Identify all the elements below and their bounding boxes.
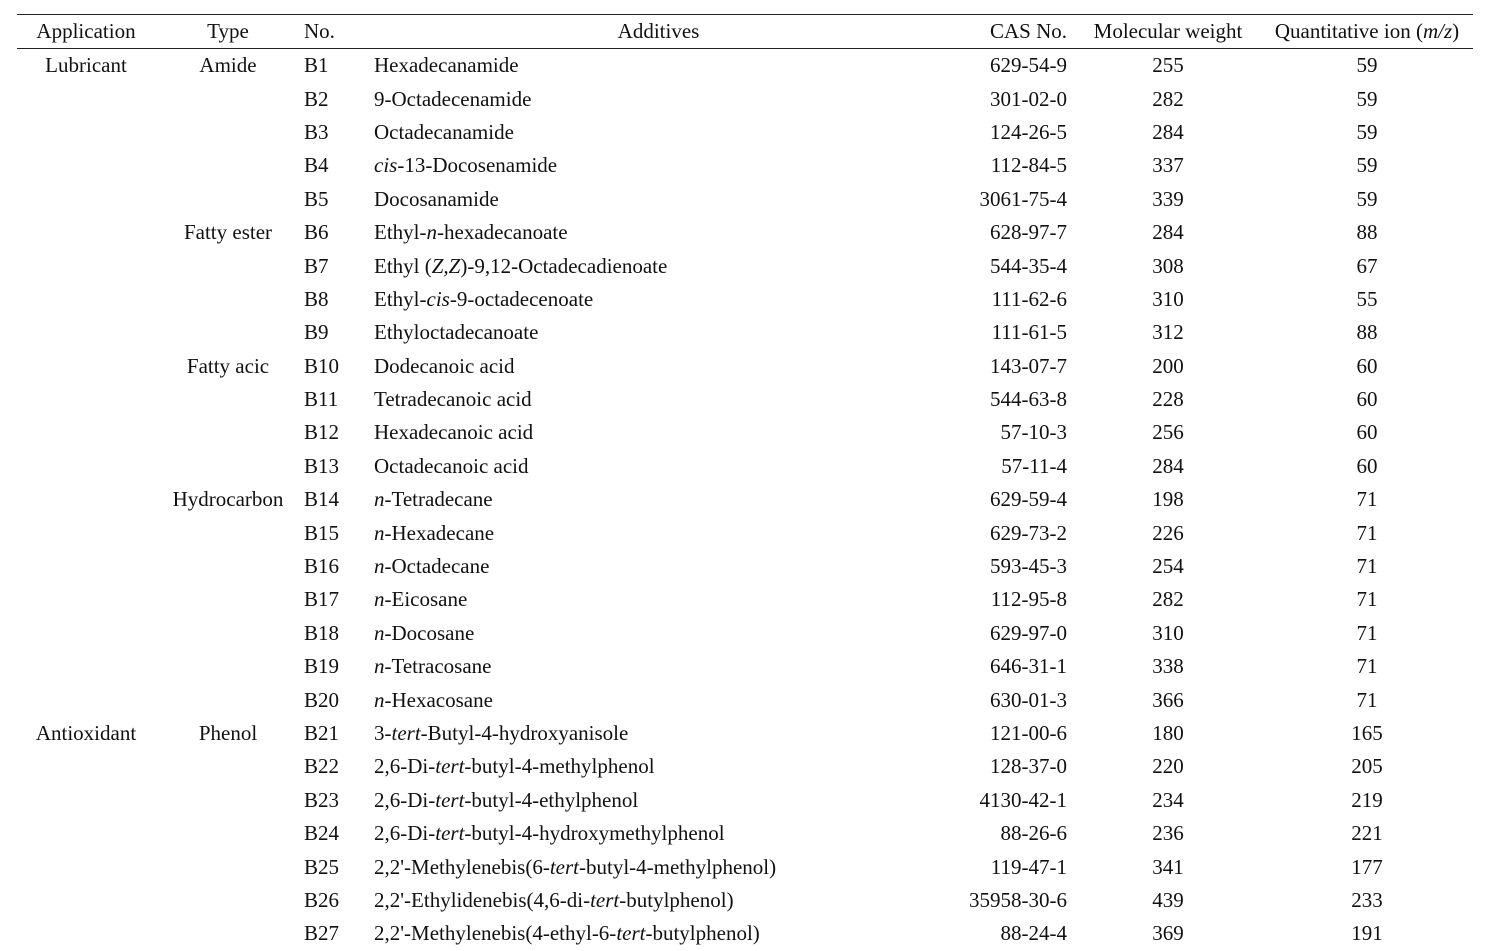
table-row: [17, 49, 1473, 83]
cell-no: B22: [304, 754, 340, 779]
table-row: [17, 383, 1473, 416]
additive-text-part: -Butyl-4-hydroxyanisole: [420, 721, 629, 745]
cell-type: [155, 850, 301, 883]
cell-cas-no: 143-07-7: [990, 353, 1067, 378]
table-row: [17, 717, 1473, 750]
cell-type: [155, 249, 301, 282]
cell-molecular-weight: 236: [1152, 821, 1184, 846]
additive-text-part: Ethyl (: [374, 253, 432, 278]
cell-quantitative-ion: 60: [1356, 453, 1378, 478]
cell-quantitative-ion: 71: [1356, 520, 1378, 545]
cell-additive: [371, 817, 943, 850]
cell-no: B15: [304, 520, 340, 545]
cell-additive: [371, 550, 943, 583]
additive-italic-part: n: [374, 520, 385, 545]
cell-quantitative-ion: 60: [1356, 353, 1378, 378]
additive-text-part: 2,6-Di-: [374, 821, 436, 846]
cell-cas-no: 57-10-3: [1000, 420, 1067, 445]
cell-type: [155, 650, 301, 683]
cell-type: [155, 583, 301, 616]
header-quantitative-ion-prefix: Quantitative ion (: [1274, 19, 1423, 43]
cell-no: B6: [304, 220, 329, 245]
cell-application: [17, 650, 155, 683]
cell-additive: [371, 149, 943, 182]
cell-application: [17, 283, 155, 316]
cell-cas-no: 4130-42-1: [979, 787, 1067, 812]
additive-text-part: -butylphenol): [645, 921, 760, 946]
additive-text-part: Hexadecanamide: [374, 53, 519, 78]
cell-no: B24: [304, 821, 340, 846]
cell-type: [155, 884, 301, 917]
table-row: [17, 316, 1473, 349]
cell-molecular-weight: 256: [1152, 420, 1184, 445]
header-cas-no: CAS No.: [989, 19, 1067, 43]
table-row: [17, 350, 1473, 383]
cell-type: [155, 917, 301, 950]
cell-additive: [371, 316, 943, 349]
cell-cas-no: 629-97-0: [990, 620, 1067, 645]
additive-text-part: -butyl-4-ethylphenol: [464, 787, 639, 812]
cell-molecular-weight: 226: [1152, 520, 1184, 545]
cell-type: [155, 450, 301, 483]
cell-additive: [371, 249, 943, 282]
additive-italic-part: n: [374, 654, 385, 679]
cell-application: [17, 683, 155, 716]
cell-quantitative-ion: 165: [1351, 721, 1383, 745]
cell-molecular-weight: 282: [1152, 587, 1184, 612]
cell-no: B11: [304, 387, 339, 412]
table-row: [17, 583, 1473, 616]
additive-italic-part: Z,Z: [431, 253, 461, 278]
cell-additive: [371, 784, 943, 817]
cell-application: [17, 183, 155, 216]
cell-no: B18: [304, 620, 340, 645]
cell-cas-no: 628-97-7: [990, 220, 1067, 245]
additive-italic-part: n: [374, 554, 385, 579]
additive-text-part: -9-octadecenoate: [449, 286, 594, 311]
cell-type: [155, 784, 301, 817]
additive-text-part: -Docosane: [384, 620, 475, 645]
cell-additive: [371, 850, 943, 883]
cell-type: Phenol: [198, 721, 258, 745]
cell-application: [17, 149, 155, 182]
additive-text-part: -Tetradecane: [384, 487, 493, 512]
cell-cas-no: 124-26-5: [990, 119, 1067, 144]
cell-no: B2: [304, 86, 329, 111]
cell-cas-no: 629-73-2: [990, 520, 1067, 545]
cell-application: [17, 884, 155, 917]
cell-cas-no: 544-63-8: [990, 387, 1067, 412]
cell-type: Fatty acic: [186, 353, 270, 378]
cell-quantitative-ion: 219: [1351, 787, 1383, 812]
cell-cas-no: 88-26-6: [1000, 821, 1067, 846]
cell-no: B21: [304, 721, 340, 745]
additive-text-part: Dodecanoic acid: [374, 353, 515, 378]
additive-text-part: 2,2'-Methylenebis(6-: [374, 854, 550, 879]
cell-no: B14: [304, 487, 340, 512]
additive-italic-part: tert: [435, 787, 465, 812]
cell-cas-no: 128-37-0: [990, 754, 1067, 779]
cell-molecular-weight: 369: [1152, 921, 1184, 946]
table-row: [17, 483, 1473, 516]
cell-cas-no: 112-84-5: [990, 153, 1067, 178]
additive-italic-part: n: [426, 220, 437, 245]
cell-additive: [371, 483, 943, 516]
cell-molecular-weight: 228: [1152, 387, 1184, 412]
cell-molecular-weight: 337: [1152, 153, 1184, 178]
cell-no: B17: [304, 587, 340, 612]
cell-quantitative-ion: 59: [1356, 53, 1378, 78]
cell-quantitative-ion: 59: [1356, 119, 1378, 144]
additive-italic-part: tert: [391, 721, 421, 745]
additive-text-part: Tetradecanoic acid: [374, 387, 532, 412]
cell-additive: [371, 283, 943, 316]
cell-type: Hydrocarbon: [172, 487, 284, 512]
additive-text-part: -butyl-4-methylphenol): [579, 854, 777, 879]
cell-additive: [371, 116, 943, 149]
cell-molecular-weight: 254: [1152, 554, 1184, 579]
cell-additive: [371, 683, 943, 716]
cell-additive: [371, 350, 943, 383]
cell-molecular-weight: 284: [1152, 453, 1184, 478]
cell-additive: [371, 717, 943, 750]
cell-cas-no: 57-11-4: [1001, 453, 1067, 478]
cell-cas-no: 629-54-9: [990, 53, 1067, 78]
cell-quantitative-ion: 60: [1356, 420, 1378, 445]
cell-molecular-weight: 234: [1152, 787, 1184, 812]
cell-application: [17, 450, 155, 483]
cell-application: [17, 116, 155, 149]
cell-application: [17, 216, 155, 249]
cell-molecular-weight: 255: [1152, 53, 1184, 78]
cell-type: [155, 116, 301, 149]
table-row: [17, 550, 1473, 583]
table-body: [17, 49, 1473, 951]
cell-no: B9: [304, 320, 329, 345]
cell-cas-no: 111-62-6: [991, 286, 1067, 311]
cell-application: [17, 249, 155, 282]
cell-additive: [371, 383, 943, 416]
cell-no: B19: [304, 654, 340, 679]
cell-quantitative-ion: 71: [1356, 620, 1378, 645]
cell-quantitative-ion: 67: [1356, 253, 1378, 278]
cell-quantitative-ion: 59: [1356, 186, 1378, 211]
table-row: [17, 750, 1473, 783]
cell-additive: [371, 650, 943, 683]
cell-no: B16: [304, 554, 340, 579]
table-row: [17, 650, 1473, 683]
cell-molecular-weight: 200: [1152, 353, 1184, 378]
table-row: [17, 617, 1473, 650]
cell-application: [17, 516, 155, 549]
cell-additive: [371, 49, 943, 83]
table-row: [17, 183, 1473, 216]
cell-type: [155, 149, 301, 182]
additive-italic-part: cis: [426, 286, 450, 311]
table-row: [17, 283, 1473, 316]
table-row: [17, 216, 1473, 249]
cell-molecular-weight: 310: [1152, 286, 1184, 311]
additive-italic-part: n: [374, 587, 385, 612]
cell-type: [155, 82, 301, 115]
header-quantitative-ion: [1261, 15, 1473, 49]
additive-text-part: -Octadecane: [384, 554, 490, 579]
cell-no: B4: [304, 153, 329, 178]
table-row: [17, 817, 1473, 850]
cell-type: [155, 617, 301, 650]
additive-text-part: Hexadecanoic acid: [374, 420, 534, 445]
cell-molecular-weight: 338: [1152, 654, 1184, 679]
cell-additive: [371, 516, 943, 549]
cell-additive: [371, 750, 943, 783]
cell-molecular-weight: 282: [1152, 86, 1184, 111]
cell-cas-no: 301-02-0: [990, 86, 1067, 111]
additive-text-part: Octadecanoic acid: [374, 453, 529, 478]
additive-text-part: -hexadecanoate: [437, 220, 568, 245]
additive-text-part: 2,2'-Methylenebis(4-ethyl-6-: [374, 921, 617, 946]
cell-application: [17, 784, 155, 817]
additive-text-part: -Hexadecane: [384, 520, 495, 545]
header-quantitative-ion-suffix: ): [1452, 19, 1460, 43]
cell-additive: [371, 216, 943, 249]
cell-no: B7: [304, 253, 329, 278]
cell-quantitative-ion: 71: [1356, 487, 1378, 512]
cell-no: B20: [304, 687, 340, 712]
additive-text-part: Ethyl-: [374, 220, 427, 245]
cell-cas-no: 630-01-3: [990, 687, 1067, 712]
cell-cas-no: 119-47-1: [990, 854, 1067, 879]
cell-cas-no: 88-24-4: [1000, 921, 1067, 946]
table-row: [17, 149, 1473, 182]
cell-molecular-weight: 312: [1152, 320, 1184, 345]
cell-molecular-weight: 284: [1152, 119, 1184, 144]
cell-no: B1: [304, 53, 329, 78]
cell-no: B27: [304, 921, 340, 946]
cell-application: [17, 416, 155, 449]
cell-application: [17, 817, 155, 850]
cell-quantitative-ion: 71: [1356, 587, 1378, 612]
additive-italic-part: tert: [435, 754, 465, 779]
cell-quantitative-ion: 71: [1356, 687, 1378, 712]
cell-type: [155, 383, 301, 416]
table-header: [17, 15, 1473, 49]
table-row: [17, 683, 1473, 716]
cell-additive: [371, 583, 943, 616]
cell-no: B8: [304, 286, 329, 311]
cell-cas-no: 593-45-3: [990, 554, 1067, 579]
table-row: [17, 116, 1473, 149]
cell-additive: [371, 82, 943, 115]
cell-application: [17, 850, 155, 883]
cell-additive: [371, 416, 943, 449]
cell-molecular-weight: 284: [1152, 220, 1184, 245]
cell-cas-no: 35958-30-6: [969, 887, 1067, 912]
header-molecular-weight: Molecular weight: [1093, 19, 1243, 43]
table-row: [17, 884, 1473, 917]
additive-italic-part: tert: [590, 887, 620, 912]
table-row: [17, 784, 1473, 817]
cell-application: [17, 750, 155, 783]
additive-text-part: -Eicosane: [384, 587, 468, 612]
cell-quantitative-ion: 60: [1356, 387, 1378, 412]
cell-application: [17, 583, 155, 616]
cell-application: Lubricant: [45, 53, 127, 78]
cell-type: [155, 183, 301, 216]
cell-no: B26: [304, 887, 340, 912]
cell-cas-no: 646-31-1: [990, 654, 1067, 679]
header-type: Type: [207, 19, 249, 43]
cell-type: [155, 283, 301, 316]
cell-molecular-weight: 308: [1152, 253, 1184, 278]
cell-type: [155, 683, 301, 716]
header-application: Application: [36, 19, 136, 43]
cell-no: B10: [304, 353, 340, 378]
table-row: [17, 850, 1473, 883]
cell-quantitative-ion: 88: [1356, 320, 1378, 345]
cell-type: Amide: [199, 53, 257, 78]
additive-text-part: -Hexacosane: [384, 687, 493, 712]
cell-application: [17, 617, 155, 650]
cell-quantitative-ion: 71: [1356, 654, 1378, 679]
cell-type: [155, 750, 301, 783]
additive-text-part: 2,6-Di-: [374, 754, 436, 779]
cell-cas-no: 3061-75-4: [979, 186, 1067, 211]
table-row: [17, 416, 1473, 449]
cell-type: Fatty ester: [183, 220, 273, 245]
cell-molecular-weight: 180: [1152, 721, 1184, 745]
additive-italic-part: cis: [374, 153, 398, 178]
cell-quantitative-ion: 59: [1356, 153, 1378, 178]
cell-application: [17, 383, 155, 416]
additive-italic-part: tert: [435, 821, 465, 846]
cell-molecular-weight: 339: [1152, 186, 1184, 211]
additive-text-part: Docosanamide: [374, 186, 499, 211]
cell-molecular-weight: 366: [1152, 687, 1184, 712]
table-row: [17, 917, 1473, 950]
table-row: [17, 450, 1473, 483]
cell-application: [17, 550, 155, 583]
additive-italic-part: n: [374, 487, 385, 512]
cell-application: [17, 483, 155, 516]
additives-table-page: [17, 14, 1473, 951]
cell-type: [155, 817, 301, 850]
additive-text-part: -butylphenol): [619, 887, 734, 912]
cell-no: B13: [304, 453, 340, 478]
cell-additive: [371, 917, 943, 950]
additive-italic-part: tert: [549, 854, 579, 879]
additive-text-part: 2,6-Di-: [374, 787, 436, 812]
cell-molecular-weight: 198: [1152, 487, 1184, 512]
header-no: No.: [304, 19, 335, 43]
cell-additive: [371, 884, 943, 917]
cell-quantitative-ion: 59: [1356, 86, 1378, 111]
cell-quantitative-ion: 205: [1351, 754, 1383, 779]
cell-quantitative-ion: 71: [1356, 554, 1378, 579]
header-quantitative-ion-unit: m/z: [1422, 19, 1453, 43]
cell-application: [17, 917, 155, 950]
header-row: [17, 15, 1473, 49]
additive-text-part: -Tetracosane: [384, 654, 492, 679]
cell-application: [17, 350, 155, 383]
cell-cas-no: 544-35-4: [990, 253, 1067, 278]
additive-text-part: )-9,12-Octadecadienoate: [460, 253, 668, 278]
cell-quantitative-ion: 55: [1356, 286, 1378, 311]
cell-no: B3: [304, 119, 329, 144]
cell-type: [155, 516, 301, 549]
table-row: [17, 82, 1473, 115]
additive-text-part: -13-Docosenamide: [397, 153, 558, 178]
cell-additive: [371, 617, 943, 650]
additive-text-part: 2,2'-Ethylidenebis(4,6-di-: [374, 887, 591, 912]
cell-application: [17, 82, 155, 115]
additives-table: [17, 14, 1473, 951]
cell-molecular-weight: 341: [1152, 854, 1184, 879]
cell-cas-no: 111-61-5: [991, 320, 1067, 345]
cell-cas-no: 121-00-6: [990, 721, 1067, 745]
additive-text-part: Ethyloctadecanoate: [374, 320, 539, 345]
additive-text-part: 3-: [374, 721, 392, 745]
cell-type: [155, 416, 301, 449]
cell-no: B12: [304, 420, 340, 445]
cell-cas-no: 112-95-8: [990, 587, 1067, 612]
cell-quantitative-ion: 233: [1351, 887, 1383, 912]
cell-quantitative-ion: 191: [1351, 921, 1383, 946]
cell-no: B5: [304, 186, 329, 211]
additive-italic-part: n: [374, 620, 385, 645]
cell-molecular-weight: 310: [1152, 620, 1184, 645]
additive-italic-part: tert: [616, 921, 646, 946]
cell-application: Antioxidant: [35, 721, 137, 745]
cell-cas-no: 629-59-4: [990, 487, 1067, 512]
cell-type: [155, 550, 301, 583]
additive-text-part: -butyl-4-methylphenol: [464, 754, 655, 779]
cell-application: [17, 316, 155, 349]
additive-text-part: 9-Octadecenamide: [374, 86, 532, 111]
table-row: [17, 249, 1473, 282]
cell-type: [155, 316, 301, 349]
cell-quantitative-ion: 177: [1351, 854, 1383, 879]
cell-additive: [371, 450, 943, 483]
cell-no: B25: [304, 854, 340, 879]
additive-text-part: Octadecanamide: [374, 119, 514, 144]
cell-molecular-weight: 220: [1152, 754, 1184, 779]
cell-no: B23: [304, 787, 340, 812]
cell-additive: [371, 183, 943, 216]
cell-quantitative-ion: 221: [1351, 821, 1383, 846]
cell-quantitative-ion: 88: [1356, 220, 1378, 245]
additive-italic-part: n: [374, 687, 385, 712]
additive-text-part: -butyl-4-hydroxymethylphenol: [464, 821, 725, 846]
header-additives: Additives: [617, 19, 700, 43]
table-row: [17, 516, 1473, 549]
additive-text-part: Ethyl-: [374, 286, 427, 311]
cell-molecular-weight: 439: [1152, 887, 1184, 912]
